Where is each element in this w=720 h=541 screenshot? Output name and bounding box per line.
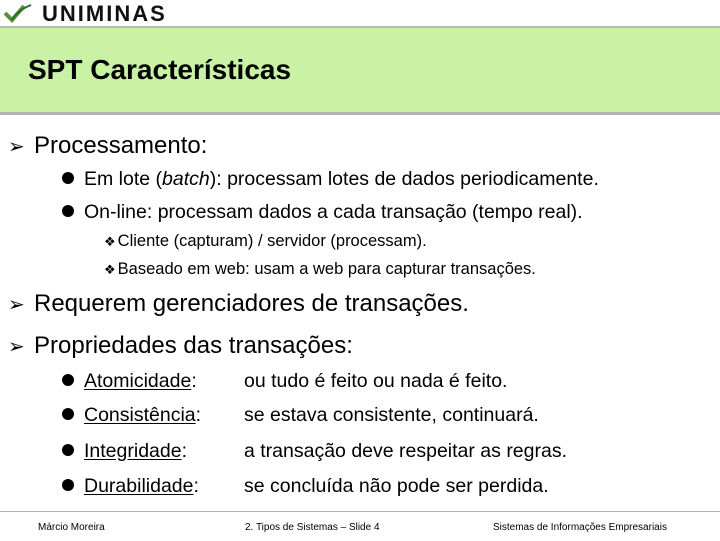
bullet-text: Processamento: <box>34 132 208 159</box>
property-term-consistencia <box>62 404 201 427</box>
slide-header <box>0 0 720 26</box>
property-term-atomicidade <box>62 370 197 393</box>
dot-bullet-icon <box>62 172 74 184</box>
property-term-durabilidade <box>62 475 199 498</box>
slide-footer <box>0 511 720 541</box>
arrow-bullet-icon: ➢ <box>8 336 25 358</box>
bullet-cliente <box>104 232 427 251</box>
colon: : <box>181 440 187 462</box>
property-definition: ou tudo é feito ou nada é feito. <box>244 370 508 392</box>
property-definition: a transação deve respeitar as regras. <box>244 440 568 462</box>
bullet-processamento <box>8 132 207 160</box>
slide-title: SPT Características <box>28 54 292 85</box>
footer-slide-ref: 2. Tipos de Sistemas – Slide 4 <box>245 522 380 533</box>
title-divider <box>0 112 720 115</box>
bullet-propriedades <box>8 332 353 360</box>
bullet-em-lote <box>62 168 599 191</box>
arrow-bullet-icon: ➢ <box>8 294 25 316</box>
property-definition: se concluída não pode ser perdida. <box>244 475 549 497</box>
bullet-requerem <box>8 290 469 318</box>
bullet-text: Requerem gerenciadores de transações. <box>34 290 469 317</box>
property-term: Atomicidade <box>84 370 192 392</box>
property-term: Durabilidade <box>84 475 194 497</box>
dot-bullet-icon <box>62 479 74 491</box>
uniminas-logo-icon <box>2 2 34 24</box>
colon: : <box>195 404 202 426</box>
bullet-online <box>62 201 583 224</box>
footer-author: Márcio Moreira <box>38 522 105 533</box>
footer-course: Sistemas de Informações Empresariais <box>493 522 667 533</box>
dot-bullet-icon <box>62 205 74 217</box>
arrow-bullet-icon: ➢ <box>8 136 25 158</box>
diamond-bullet-icon: ❖ <box>104 234 116 249</box>
bullet-baseado-web <box>104 260 536 279</box>
dot-bullet-icon <box>62 408 74 420</box>
logo-text: UNIMINAS <box>42 1 167 26</box>
bullet-text: Em lote ( <box>84 168 163 190</box>
property-term: Consistência <box>84 404 196 426</box>
dot-bullet-icon <box>62 374 74 386</box>
bullet-text: Baseado em web: usam a web para capturar transações. <box>117 260 536 278</box>
colon: : <box>191 370 197 392</box>
bullet-text: Cliente (capturam) / servidor (processam). <box>117 232 427 250</box>
bullet-text: On-line: processam dados a cada transação (tempo real). <box>84 201 583 223</box>
bullet-text: Propriedades das transações: <box>34 332 353 359</box>
diamond-bullet-icon: ❖ <box>104 262 116 277</box>
dot-bullet-icon <box>62 444 74 456</box>
property-definition: se estava consistente, continuará. <box>244 404 539 426</box>
property-term: Integridade <box>84 440 182 462</box>
property-term-integridade <box>62 440 187 463</box>
bullet-text: ): processam lotes de dados periodicamente. <box>209 168 599 190</box>
colon: : <box>193 475 199 497</box>
bullet-text-italic: batch <box>162 168 210 190</box>
